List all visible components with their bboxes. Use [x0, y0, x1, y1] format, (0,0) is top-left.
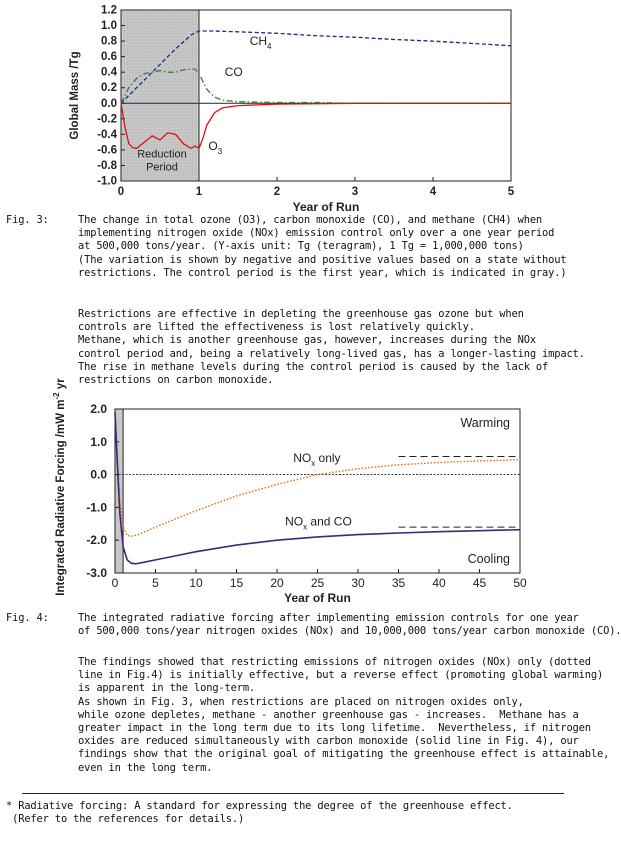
paragraph-2-line: greater impact in the long term due to its long lifetime. Nevertheless, if nitrogen: [78, 722, 591, 735]
paragraph-1-line: The rise in methane levels during the control period is caused by the lack of: [78, 360, 549, 373]
series-label-rest: only: [315, 451, 341, 466]
footnote: [6, 800, 513, 826]
y-tick-label: 0.6: [101, 51, 117, 64]
x-axis-label: Year of Run: [284, 591, 351, 605]
figure-3-caption-line: The change in total ozone (O3), carbon monoxide (CO), and methane (CH4) when: [78, 214, 543, 226]
x-tick-label: 20: [270, 576, 284, 590]
x-tick-label: 5: [507, 186, 515, 198]
figure-3-caption-text: [78, 214, 566, 280]
y-tick-label: 1.2: [101, 4, 117, 17]
x-tick-label: 0: [117, 186, 125, 198]
paragraph-1-line: control period and, being a relatively long-lived gas, has a longer-lasting impact.: [78, 347, 585, 360]
paragraph-1-line: Restrictions are effective in depleting the greenhouse gas ozone but when: [78, 308, 524, 320]
x-tick-label: 1: [195, 186, 203, 198]
x-tick-label: 50: [513, 576, 527, 590]
paragraph-2-line: while ozone depletes, methane - another greenhouse gas - increases. Methane has a: [78, 708, 579, 721]
series-label: [293, 451, 340, 468]
warming-label: Warming: [460, 416, 510, 430]
y-tick-label: 2.0: [90, 402, 107, 416]
y-axis-label-unit: yr: [55, 378, 67, 393]
y-axis-label: Global Mass /Tg: [69, 51, 81, 140]
y-axis-label-main: Integrated Radiative Forcing /mW m: [55, 399, 67, 596]
series-label-main: CO: [224, 65, 243, 80]
y-axis-label: [52, 378, 67, 596]
series-label-subscript: 3: [217, 146, 223, 156]
paragraph-2-line: even in the long term.: [78, 761, 213, 774]
x-tick-label: 10: [189, 576, 203, 590]
series-nox-and-co-line: [115, 412, 520, 564]
series-label-main: NO: [285, 514, 304, 529]
y-tick-label: 1.0: [101, 20, 117, 33]
series-label-main: CH: [249, 33, 268, 48]
y-tick-label: -2.0: [86, 533, 107, 548]
figure-3-caption-line: implementing nitrogen oxide (NOx) emission control only over a one year period: [78, 227, 555, 240]
figure-4-caption-line: The integrated radiative forcing after implementing emission controls for one year: [78, 612, 579, 624]
plot-frame: [115, 409, 520, 573]
x-tick-label: 2: [273, 186, 281, 198]
paragraph-2-line: The findings showed that restricting emissions of nitrogen oxides (NOx) only (dotted: [78, 656, 591, 668]
y-tick-label: 0.4: [101, 66, 117, 79]
figure-3-caption: [6, 214, 567, 279]
x-tick-label: 25: [310, 576, 325, 590]
paragraph-1-line: restrictions on carbon monoxide.: [78, 374, 274, 387]
x-axis-label: Year of Run: [292, 200, 360, 214]
x-tick-label: 15: [229, 576, 244, 590]
paragraph-2-line: oxides are reduced simultaneously with carbon monoxide (solid line in Fig. 4), our: [78, 735, 579, 748]
figure-4-caption-line: of 500,000 tons/year nitrogen oxides (NOx) and 10,000,000 tons/year carbon monoxide (CO).: [78, 625, 621, 638]
y-tick-label: 0.0: [90, 467, 107, 482]
series-label: [285, 514, 352, 531]
series-label-subscript: x: [311, 459, 316, 469]
paragraph-2-line: findings show that the original goal of mitigating the greenhouse effect is attainable,: [78, 748, 610, 761]
y-axis-label-superscript: -2: [52, 392, 61, 400]
y-tick-label: 0.2: [101, 82, 117, 95]
y-tick-label: -0.2: [97, 113, 117, 126]
paragraph-1: [78, 308, 585, 387]
figure-4-caption-text: [78, 612, 621, 638]
series-label-subscript: 4: [267, 41, 272, 51]
figure-3-chart: [0, 0, 612, 215]
paragraph-1-line: controls are lifted the effectiveness is lost relatively quickly.: [78, 321, 475, 334]
paragraph-2-line: line in Fig.4) is initially effective, but a reverse effect (promoting global warming): [78, 669, 604, 682]
x-tick-label: 40: [432, 576, 446, 590]
paragraph-2-line: As shown in Fig. 3, when restrictions are placed on nitrogen oxides only,: [78, 695, 524, 708]
series-label-main: O: [208, 138, 218, 153]
figure-3-caption-line: at 500,000 tons/year. (Y-axis unit: Tg (teragram), 1 Tg = 1,000,000 tons): [78, 240, 524, 253]
x-tick-label: 4: [429, 186, 437, 198]
paragraph-2-line: is apparent in the long-term.: [78, 682, 256, 695]
series-label-main: NO: [293, 451, 312, 466]
figure-3-caption-line: restrictions. The control period is the first year, which is indicated in gray.): [78, 266, 567, 279]
paragraph-1-line: Methane, which is another greenhouse gas, however, increases during the NOx: [78, 334, 536, 347]
y-tick-label: -3.0: [86, 566, 107, 580]
series-label: [225, 65, 243, 79]
x-tick-label: 0: [111, 576, 119, 590]
figure-3-caption-line: (The variation is shown by negative and positive values based on a state without: [78, 253, 567, 266]
x-tick-label: 5: [152, 576, 159, 590]
x-tick-label: 35: [391, 576, 406, 590]
x-tick-label: 3: [351, 186, 359, 198]
paragraph-2: [78, 656, 609, 775]
reduction-label: Reduction: [137, 148, 187, 161]
footnote-line: * Radiative forcing: A standard for expressing the degree of the greenhouse effect.: [6, 800, 513, 812]
series-label: [208, 139, 222, 156]
footnote-line: (Refer to the references for details.): [6, 813, 245, 826]
y-tick-label: 0.0: [101, 97, 117, 110]
series-label-rest: and CO: [307, 514, 352, 529]
y-tick-label: -1.0: [97, 175, 117, 188]
y-tick-label: -0.6: [97, 144, 117, 157]
cooling-label: Cooling: [467, 552, 510, 566]
x-tick-label: 45: [472, 576, 487, 590]
y-tick-label: -0.4: [97, 128, 117, 141]
y-tick-label: -0.8: [97, 159, 117, 172]
series-label: [250, 34, 272, 51]
x-tick-label: 30: [351, 576, 365, 590]
figure-3-caption-label: Fig. 3:: [6, 214, 49, 226]
y-tick-label: 1.0: [90, 434, 107, 449]
y-tick-label: -1.0: [86, 500, 107, 515]
y-tick-label: 0.8: [101, 35, 117, 48]
footnote-divider: [22, 793, 564, 794]
figure-4-caption-label: Fig. 4:: [6, 612, 49, 624]
figure-4-caption: [6, 612, 621, 652]
series-label-subscript: x: [303, 522, 308, 532]
period-label: Period: [146, 161, 178, 174]
